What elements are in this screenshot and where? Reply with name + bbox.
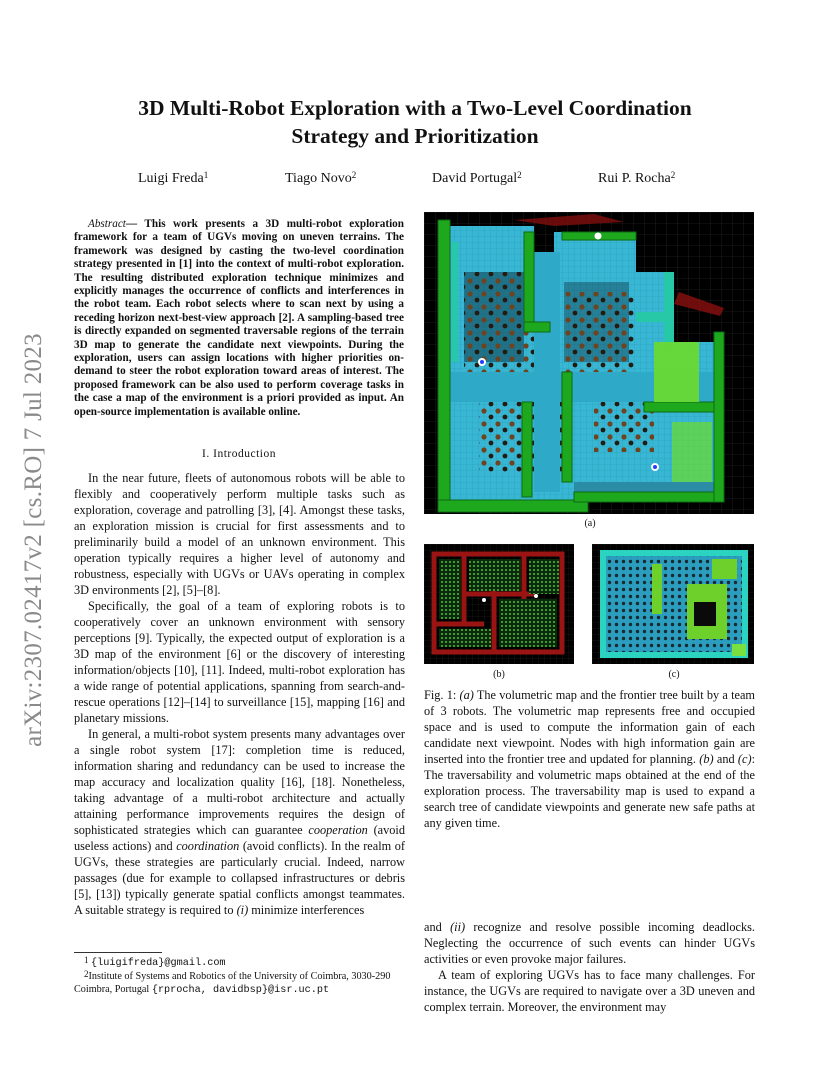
caption-a-text: The volumetric map and the frontier tree built by a team of 3 robots. The volumetric map represents free and occupied space and is used to compute the information gain of each candidate next viewpoint. Nodes with high information gain are inserted into the frontier tree and updated for planning. (424, 688, 755, 766)
figure-a-volumetric-map (424, 212, 754, 514)
caption-and: and (713, 752, 738, 766)
author-4-affil: 2 (670, 170, 676, 180)
p3-coordination: coordination (176, 839, 240, 853)
figure-a-image (424, 212, 754, 514)
footnote-2-mark: 2 (84, 969, 89, 979)
author-4-name: Rui P. Rocha (598, 171, 671, 186)
author-1-name: Luigi Freda (138, 171, 204, 186)
p3-text-b: (avoid useless actions) and (74, 823, 405, 853)
figure-a-label: (a) (584, 518, 596, 529)
figure-b-label: (b) (493, 669, 505, 680)
figure-c-image (592, 544, 754, 664)
p3-text-a: In general, a multi-robot system presents many advantages over a single robot system [17]: completion time is reduced, information sharing and redundancy can be used to increase the map accuracy and localization quality [16], [18]. Nonetheless, taking advantage of a multi-robot architecture and actually attaining performance improvements requires the design of sophisticated strategies which can guarantee (74, 727, 405, 837)
caption-a-tag: (a) (459, 688, 474, 702)
abstract-lead: Abstract (88, 218, 126, 230)
author-3-name: David Portugal (432, 171, 518, 186)
figure-b-image (424, 544, 574, 664)
p3-item-i: (i) (236, 903, 249, 917)
rp1-text-b: recognize and resolve possible incoming deadlocks. Neglecting the occurrence of such events can hinder UGVs activities or even provoke major failures. (424, 920, 755, 966)
p3-cooperation: cooperation (308, 823, 368, 837)
footnote-2-text: Institute of Systems and Robotics of the University of Coimbra, 3030-290 Coimbra, Portugal (74, 971, 391, 995)
footnote-2 (74, 970, 405, 997)
author-3 (432, 171, 522, 187)
author-1 (138, 171, 208, 187)
p3-text-c: (avoid conflicts). In the realm of UGVs, these strategies are particularly crucial. Indeed, narrow passages (due for example to collapsed infrastructures or debris [5], [13]) typically generate spatial conflicts amongst teammates. A suitable strategy is required to (74, 839, 406, 917)
intro-paragraph-3 (74, 726, 405, 918)
author-2 (285, 171, 356, 187)
figure-c-label: (c) (668, 669, 680, 680)
right-column-body (424, 919, 755, 1015)
footnote-1 (74, 956, 405, 970)
figure-b-traversability-map (424, 544, 574, 664)
figure-c-volumetric-map (592, 544, 754, 664)
footnote-1-email: {luigifreda}@gmail.com (91, 958, 226, 969)
right-paragraph-1 (424, 919, 755, 967)
intro-body (74, 470, 405, 918)
intro-paragraph-1: In the near future, fleets of autonomous robots will be able to flexibly and cooperatively perform multiple tasks such as exploration, coverage and patrolling [3], [4]. Amongst these tasks, an exploration mission is crucial for first assessments and to preliminarily build a model of an unknown environment. This operation typically requires a higher level of autonomy and robustness, especially with UGVs or UAVs operating in complex 3D environments [2], [5]–[8]. (74, 471, 405, 597)
paper-title (90, 94, 740, 150)
caption-c-text: : The traversability and volumetric maps obtained at the end of the exploration process. The traversability map is used to expand a search tree of candidate viewpoints and generate new safe paths at any given time. (424, 752, 755, 830)
section-heading: I. Introduction (202, 448, 276, 460)
author-2-affil: 2 (351, 170, 357, 180)
abstract-text: — This work presents a 3D multi-robot exploration framework for a team of UGVs moving on uneven terrains. The framework was designed by casting the two-level coordination strategy presented in [1] into the context of multi-robot exploration. The resulting distributed exploration technique minimizes and explicitly manages the occurrence of conflicts and interferences in the robot team. Each robot selects where to scan next by using a receding horizon next-best-view approach [2]. A sampling-based tree is directly expanded on segmented traversable regions of the terrain 3D map to generate the candidate next viewpoints. During the exploration, users can assign locations with higher priorities on-demand to steer the robot exploration toward areas of interest. The proposed framework can be also used to perform coverage tasks in the case a map of the environment is a priori provided as input. An open-source implementation is available online. (74, 218, 404, 418)
caption-b-tag: (b) (699, 752, 714, 766)
footnote-1-mark: 1 (84, 955, 89, 965)
footnotes (74, 956, 405, 997)
arxiv-stamp (14, 300, 54, 780)
right-paragraph-2: A team of exploring UGVs has to face many challenges. For instance, the UGVs are required to navigate over a 3D uneven and complex terrain. Moreover, the environment may (424, 968, 755, 1014)
author-1-affil: 1 (203, 170, 209, 180)
author-3-affil: 2 (517, 170, 522, 180)
author-2-name: Tiago Novo (285, 171, 352, 186)
rp1-item-ii: (ii) (450, 920, 466, 934)
footnote-rule (74, 952, 162, 953)
intro-paragraph-2: Specifically, the goal of a team of exploring robots is to cooperatively cover an unknown environment with sensory perceptions [9]. Typically, the expected output of exploration is a 3D map of the environment [6] or the discovery of interesting information/objects [10], [11]. Indeed, multi-robot exploration has a wide range of potential applications, spanning from search-and-rescue operations [12]–[14] to surveillance [15], mapping [16] and planetary missions. (74, 599, 405, 725)
caption-prefix: Fig. 1: (424, 688, 460, 702)
footnote-2-email: {rprocha, davidbsp}@isr.uc.pt (151, 985, 330, 996)
figure-caption (424, 687, 755, 831)
author-4 (598, 171, 675, 187)
abstract (74, 218, 404, 419)
title-line-2: Strategy and Prioritization (291, 124, 539, 148)
arxiv-id: arXiv:2307.02417v2 [cs.RO] 7 Jul 2023 (20, 333, 47, 747)
p3-text-d: minimize interferences (248, 903, 365, 917)
rp1-text-a: and (424, 920, 451, 934)
title-line-1: 3D Multi-Robot Exploration with a Two-Level Coordination (138, 96, 692, 120)
caption-c-tag: (c) (737, 752, 752, 766)
